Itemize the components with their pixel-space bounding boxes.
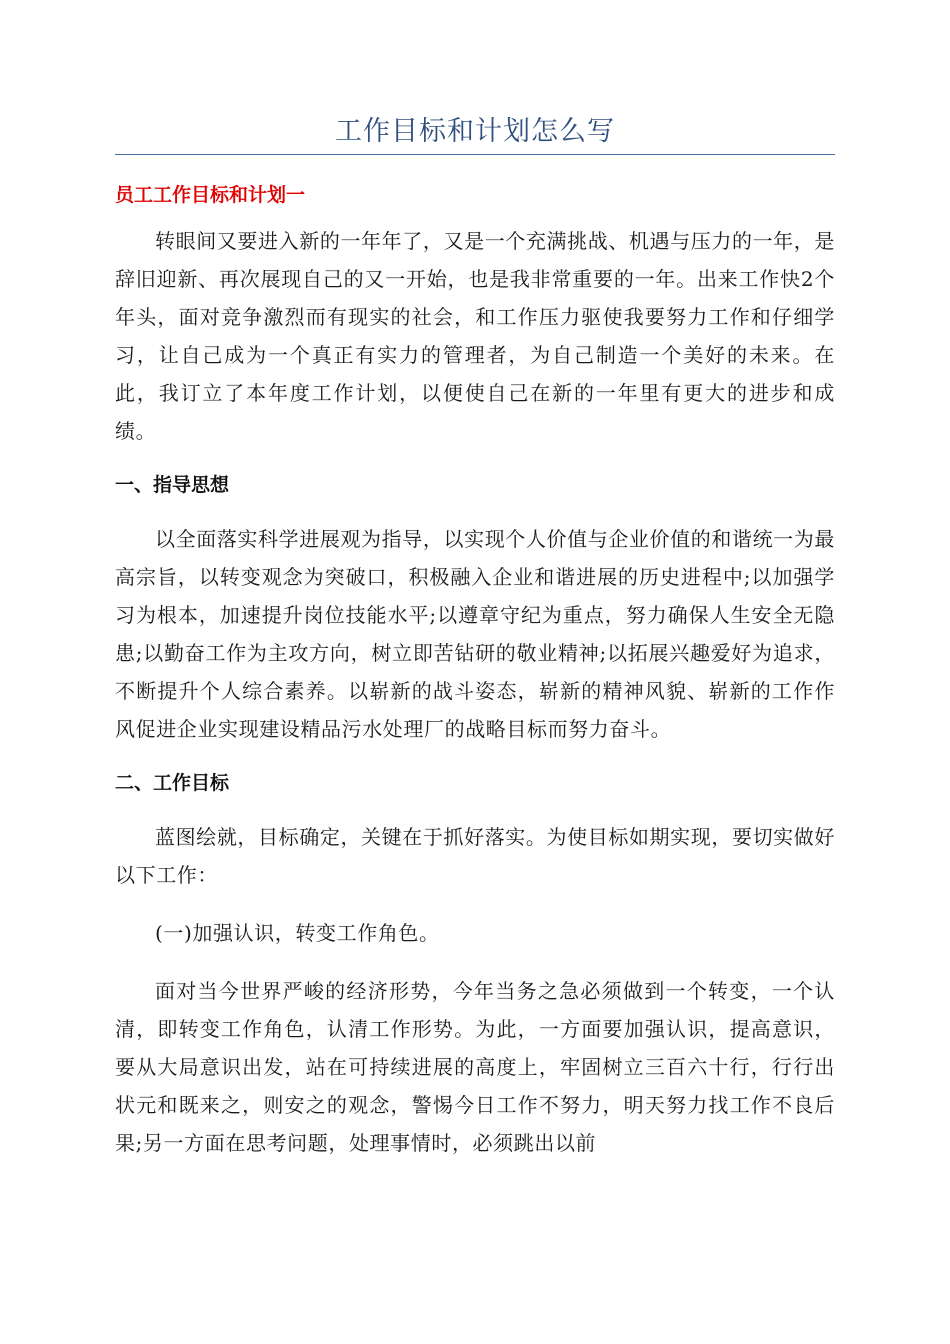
strengthen-awareness-paragraph: 面对当今世界严峻的经济形势，今年当务之急必须做到一个转变，一个认清，即转变工作角色，认清工作形势。为此，一方面要加强认识，提高意识，要从大局意识出发，站在可持续进展的高度上，牢固树立三百六十行，行行出状元和既来之，则安之的观念，警惕今日工作不努力，明天努力找工作不良后果;另一方面在思考问题，处理事情时，必须跳出以前	[115, 979, 835, 1155]
section-title: 员工工作目标和计划一	[115, 184, 306, 206]
document-body	[115, 180, 835, 1182]
document-title: 工作目标和计划怎么写	[335, 116, 615, 147]
intro-paragraph: 转眼间又要进入新的一年年了，又是一个充满挑战、机遇与压力的一年，是辞旧迎新、再次展现自己的又一开始，也是我非常重要的一年。出来工作快2个年头，面对竞争激烈而有现实的社会，和工作压力驱使我要努力工作和仔细学习，让自己成为一个真正有实力的管理者，为自己制造一个美好的未来。在此，我订立了本年度工作计划，以便使自己在新的一年里有更大的进步和成绩。	[115, 229, 835, 443]
title-underline	[115, 154, 835, 155]
guiding-ideology-paragraph: 以全面落实科学进展观为指导，以实现个人价值与企业价值的和谐统一为最高宗旨，以转变观念为突破口，积极融入企业和谐进展的历史进程中;以加强学习为根本，加速提升岗位技能水平;以遵章守纪为重点，努力确保人生安全无隐患;以勤奋工作为主攻方向，树立即苦钻研的敬业精神;以拓展兴趣爱好为追求，不断提升个人综合素养。以崭新的战斗姿态，崭新的精神风貌、崭新的工作作风促进企业实现建设精品污水处理厂的战略目标而努力奋斗。	[115, 527, 835, 741]
heading-work-goals: 二、工作目标	[115, 772, 230, 794]
subheading-strengthen-awareness: (一)加强认识，转变工作角色。	[155, 921, 440, 945]
work-goals-paragraph: 蓝图绘就，目标确定，关键在于抓好落实。为使目标如期实现，要切实做好以下工作：	[115, 825, 835, 887]
heading-guiding-ideology: 一、指导思想	[115, 474, 230, 496]
